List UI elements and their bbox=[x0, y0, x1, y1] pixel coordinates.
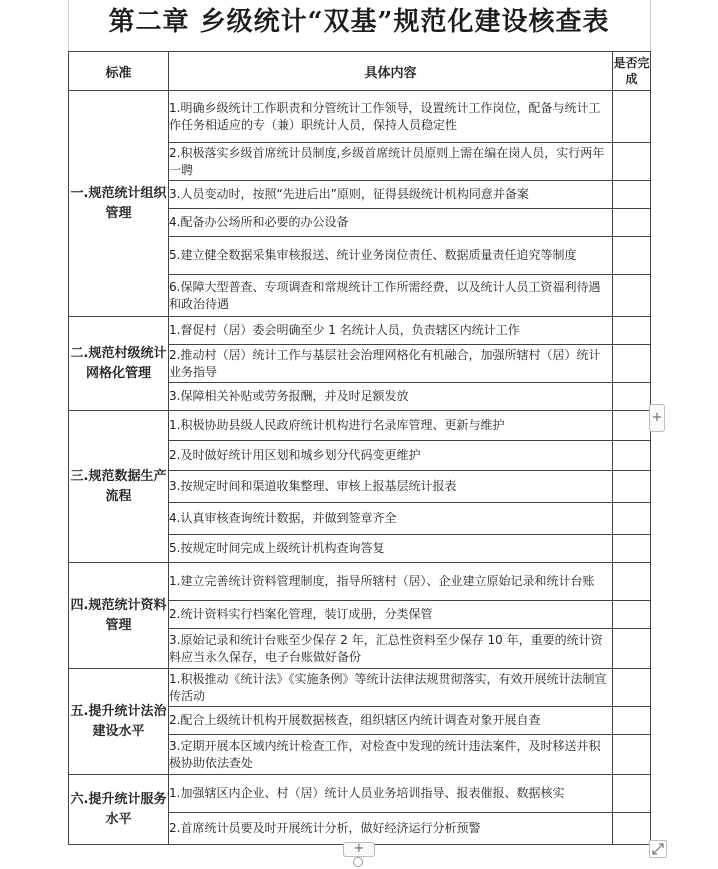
category-cell[interactable]: 三.规范数据生产流程 bbox=[69, 411, 169, 563]
done-cell[interactable] bbox=[613, 707, 651, 735]
done-cell[interactable] bbox=[613, 775, 651, 813]
done-cell[interactable] bbox=[613, 471, 651, 503]
done-cell[interactable] bbox=[613, 411, 651, 441]
done-cell[interactable] bbox=[613, 383, 651, 411]
item-cell[interactable]: 3.人员变动时，按照“先进后出”原则，征得县级统计机构同意并备案 bbox=[169, 181, 613, 209]
done-cell[interactable] bbox=[613, 629, 651, 669]
resize-arrows-icon bbox=[650, 841, 666, 857]
item-cell[interactable]: 4.配备办公场所和必要的办公设备 bbox=[169, 209, 613, 237]
done-cell[interactable] bbox=[613, 735, 651, 775]
item-cell[interactable]: 2.统计资料实行档案化管理，装订成册，分类保管 bbox=[169, 601, 613, 629]
header-done[interactable]: 是否完成 bbox=[613, 52, 651, 91]
table-header-row bbox=[69, 52, 651, 91]
item-cell[interactable]: 4.认真审核查询统计数据，并做到签章齐全 bbox=[169, 503, 613, 535]
category-cell[interactable]: 六.提升统计服务水平 bbox=[69, 775, 169, 845]
done-cell[interactable] bbox=[613, 563, 651, 601]
check-table bbox=[68, 51, 651, 845]
item-cell[interactable]: 1.督促村（居）委会明确至少 1 名统计人员，负责辖区内统计工作 bbox=[169, 317, 613, 345]
table-resize-handle[interactable] bbox=[649, 840, 667, 858]
table-row bbox=[69, 411, 651, 441]
page-guide-right bbox=[650, 0, 651, 51]
item-cell[interactable]: 5.建立健全数据采集审核报送、统计业务岗位责任、数据质量责任追究等制度 bbox=[169, 237, 613, 275]
item-cell[interactable]: 1.积极协助县级人民政府统计机构进行名录库管理、更新与维护 bbox=[169, 411, 613, 441]
item-cell[interactable]: 6.保障大型普查、专项调查和常规统计工作所需经费，以及统计人员工资福利待遇和政治待遇 bbox=[169, 275, 613, 317]
table-row bbox=[69, 91, 651, 143]
item-cell[interactable]: 1.建立完善统计资料管理制度，指导所辖村（居）、企业建立原始记录和统计台账 bbox=[169, 563, 613, 601]
category-cell[interactable]: 五.提升统计法治建设水平 bbox=[69, 669, 169, 775]
done-cell[interactable] bbox=[613, 601, 651, 629]
done-cell[interactable] bbox=[613, 669, 651, 707]
table-row bbox=[69, 775, 651, 813]
header-content[interactable]: 具体内容 bbox=[169, 52, 613, 91]
category-cell[interactable]: 一.规范统计组织管理 bbox=[69, 91, 169, 317]
done-cell[interactable] bbox=[613, 813, 651, 845]
table-row bbox=[69, 317, 651, 345]
add-row-button[interactable]: + bbox=[343, 842, 375, 857]
item-cell[interactable]: 3.保障相关补贴或劳务报酬，并及时足额发放 bbox=[169, 383, 613, 411]
item-cell[interactable]: 2.积极落实乡级首席统计员制度,乡级首席统计员原则上需在编在岗人员，实行两年一聘 bbox=[169, 143, 613, 181]
add-column-button[interactable]: + bbox=[649, 404, 665, 432]
row-handle-icon[interactable] bbox=[353, 857, 363, 867]
item-cell[interactable]: 5.按规定时间完成上级统计机构查询答复 bbox=[169, 535, 613, 563]
header-standard[interactable]: 标准 bbox=[69, 52, 169, 91]
item-cell[interactable]: 3.按规定时间和渠道收集整理、审核上报基层统计报表 bbox=[169, 471, 613, 503]
item-cell[interactable]: 2.及时做好统计用区划和城乡划分代码变更维护 bbox=[169, 441, 613, 471]
category-cell[interactable]: 二.规范村级统计网格化管理 bbox=[69, 317, 169, 411]
done-cell[interactable] bbox=[613, 237, 651, 275]
page-title: 第二章 乡级统计“双基”规范化建设核查表 bbox=[108, 7, 610, 37]
done-cell[interactable] bbox=[613, 91, 651, 143]
table-row bbox=[69, 563, 651, 601]
done-cell[interactable] bbox=[613, 143, 651, 181]
done-cell[interactable] bbox=[613, 209, 651, 237]
done-cell[interactable] bbox=[613, 275, 651, 317]
done-cell[interactable] bbox=[613, 345, 651, 383]
item-cell[interactable]: 3.原始记录和统计台账至少保存 2 年，汇总性资料至少保存 10 年，重要的统计资料应当永久保存，电子台账做好备份 bbox=[169, 629, 613, 669]
item-cell[interactable]: 1.明确乡级统计工作职责和分管统计工作领导，设置统计工作岗位，配备与统计工作任务相适应的专（兼）职统计人员，保持人员稳定性 bbox=[169, 91, 613, 143]
item-cell[interactable]: 2.配合上级统计机构开展数据核查，组织辖区内统计调查对象开展自查 bbox=[169, 707, 613, 735]
done-cell[interactable] bbox=[613, 317, 651, 345]
category-cell[interactable]: 四.规范统计资料管理 bbox=[69, 563, 169, 669]
item-cell[interactable]: 2.首席统计员要及时开展统计分析，做好经济运行分析预警 bbox=[169, 813, 613, 845]
done-cell[interactable] bbox=[613, 441, 651, 471]
item-cell[interactable]: 1.积极推动《统计法》《实施条例》等统计法律法规贯彻落实，有效开展统计法制宣传活动 bbox=[169, 669, 613, 707]
item-cell[interactable]: 3.定期开展本区域内统计检查工作，对检查中发现的统计违法案件，及时移送并积极协助依法查处 bbox=[169, 735, 613, 775]
table-row bbox=[69, 669, 651, 707]
item-cell[interactable]: 1.加强辖区内企业、村（居）统计人员业务培训指导、报表催报、数据核实 bbox=[169, 775, 613, 813]
item-cell[interactable]: 2.推动村（居）统计工作与基层社会治理网格化有机融合，加强所辖村（居）统计业务指导 bbox=[169, 345, 613, 383]
done-cell[interactable] bbox=[613, 535, 651, 563]
done-cell[interactable] bbox=[613, 181, 651, 209]
done-cell[interactable] bbox=[613, 503, 651, 535]
